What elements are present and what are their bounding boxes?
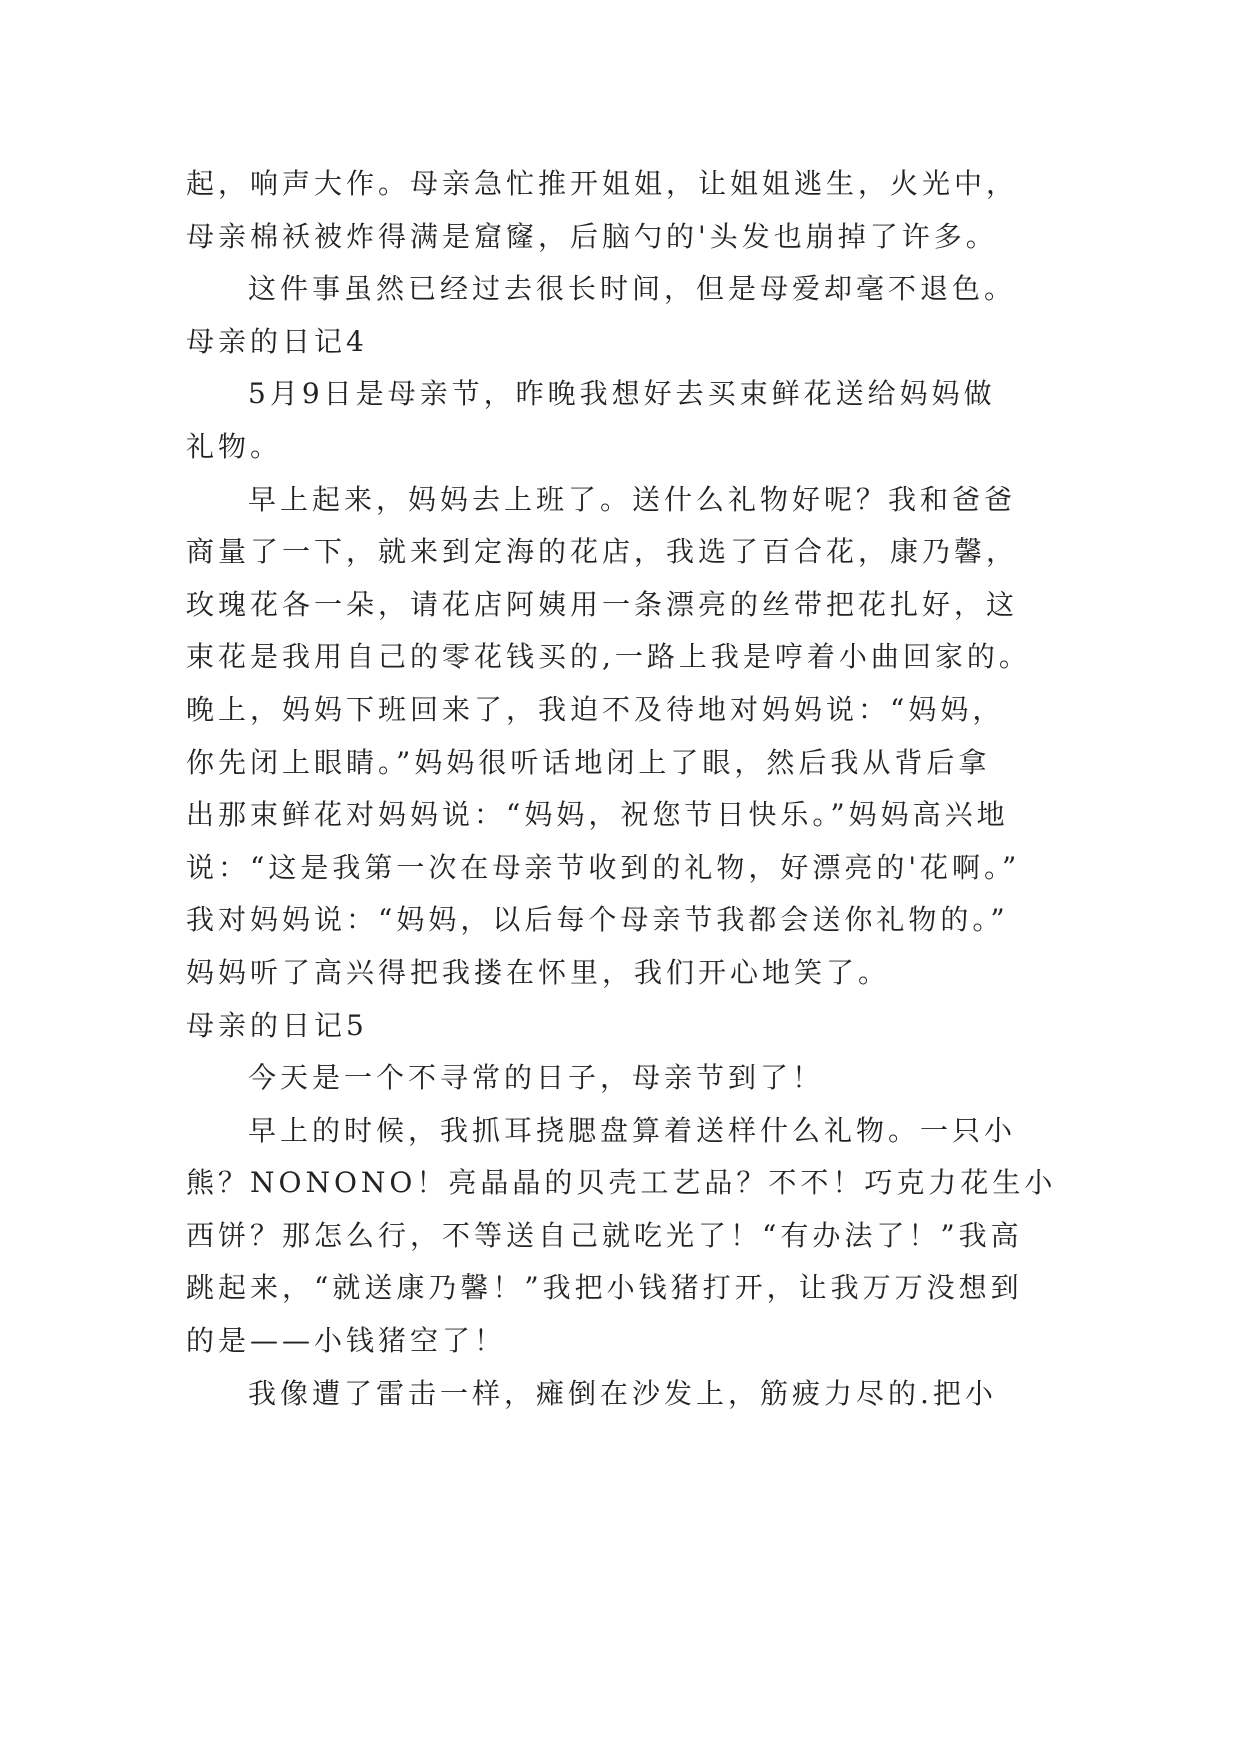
text-line: 我像遭了雷击一样，瘫倒在沙发上，筋疲力尽的.把小 [248, 1376, 997, 1410]
text-line: 晚上，妈妈下班回来了，我迫不及待地对妈妈说：“妈妈， [186, 692, 1005, 726]
text-line: 说：“这是我第一次在母亲节收到的礼物，好漂亮的'花啊。” [186, 850, 1021, 884]
text-line: 束花是我用自己的零花钱买的,一路上我是哼着小曲回家的。 [186, 640, 1031, 674]
section-heading: 母亲的日记4 [186, 324, 368, 358]
text-line: 妈妈听了高兴得把我搂在怀里，我们开心地笑了。 [186, 955, 891, 989]
text-line: 西饼？那怎么行，不等送自己就吃光了！“有办法了！”我高 [186, 1218, 1023, 1252]
text-line: 这件事虽然已经过去很长时间，但是母爱却毫不退色。 [248, 272, 1017, 306]
text-line: 我对妈妈说：“妈妈，以后每个母亲节我都会送你礼物的。” [186, 903, 1009, 937]
text-line: 商量了一下，就来到定海的花店，我选了百合花，康乃馨， [186, 535, 1019, 569]
section-heading: 母亲的日记5 [186, 1008, 368, 1042]
text-line: 母亲棉袄被炸得满是窟窿，后脑勺的'头发也崩掉了许多。 [186, 219, 998, 253]
text-line: 你先闭上眼睛。”妈妈很听话地闭上了眼，然后我从背后拿 [186, 745, 991, 779]
text-line: 跳起来，“就送康乃馨！”我把小钱猪打开，让我万万没想到 [186, 1271, 1023, 1305]
text-line: 起，响声大作。母亲急忙推开姐姐，让姐姐逃生，火光中， [186, 167, 1019, 200]
text-line: 今天是一个不寻常的日子，母亲节到了！ [248, 1061, 825, 1095]
document-body [186, 158, 1066, 1420]
text-line: 的是——小钱猪空了！ [186, 1324, 507, 1358]
text-line: 早上起来，妈妈去上班了。送什么礼物好呢？我和爸爸 [248, 482, 1017, 516]
text-line: 玫瑰花各一朵，请花店阿姨用一条漂亮的丝带把花扎好，这 [186, 587, 1019, 621]
text-line: 熊？NONONO！亮晶晶的贝壳工艺品？不不！巧克力花生小 [186, 1166, 1057, 1200]
text-line: 早上的时候，我抓耳挠腮盘算着送样什么礼物。一只小 [248, 1113, 1017, 1147]
text-line: 出那束鲜花对妈妈说：“妈妈，祝您节日快乐。”妈妈高兴地 [186, 798, 1009, 832]
text-line: 5月9日是母亲节，昨晚我想好去买束鲜花送给妈妈做 [248, 377, 996, 411]
text-line: 礼物。 [186, 429, 283, 463]
